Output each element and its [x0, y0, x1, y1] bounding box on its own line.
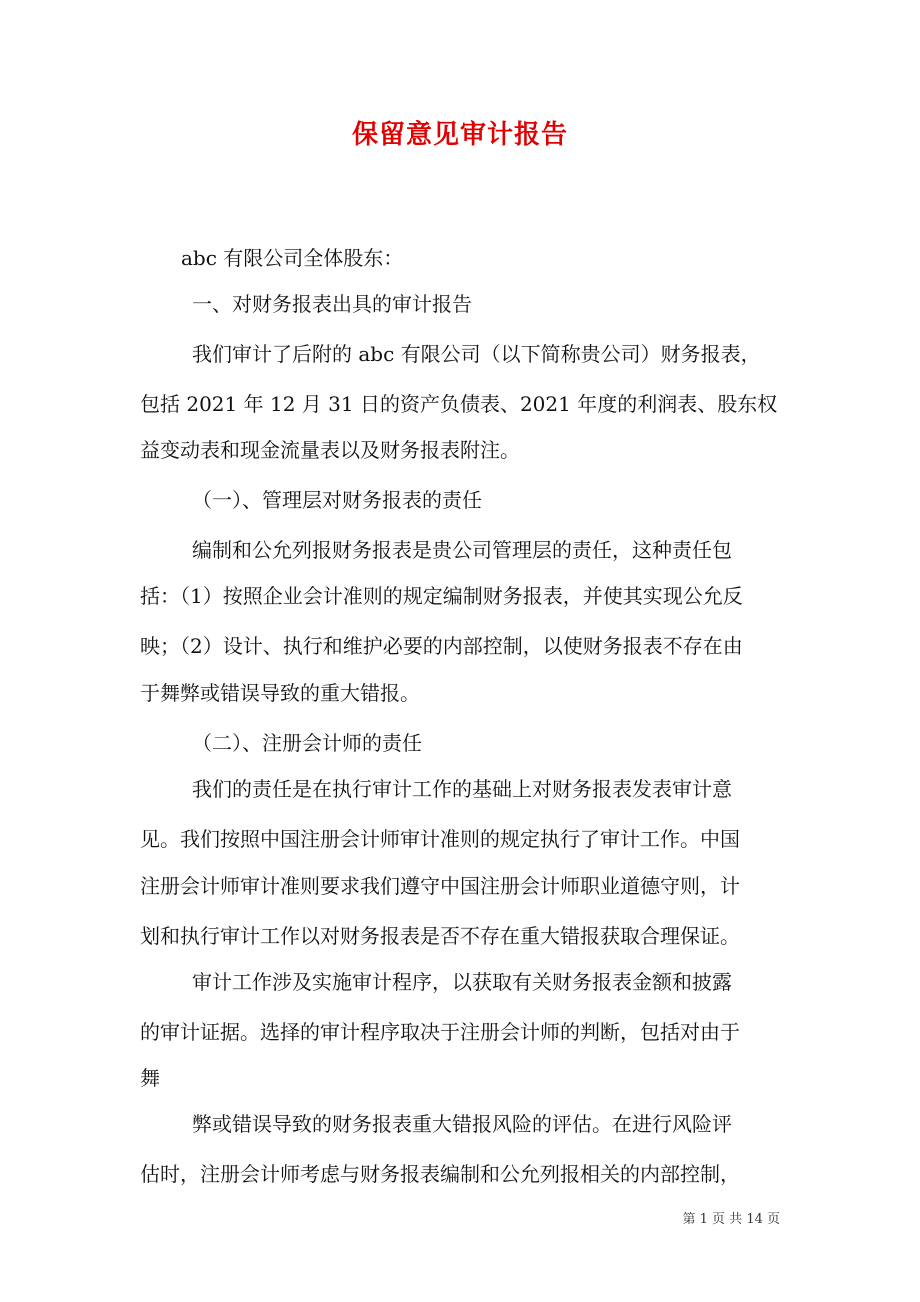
paragraph-line: 我们的责任是在执行审计工作的基础上对财务报表发表审计意 — [192, 777, 732, 801]
paragraph-line: 弊或错误导致的财务报表重大错报风险的评估。在进行风险评 — [192, 1112, 732, 1136]
paragraph-line: 估时，注册会计师考虑与财务报表编制和公允列报相关的内部控制， — [140, 1162, 740, 1186]
paragraph-line: abc 有限公司全体股东： — [181, 246, 404, 270]
paragraph-line: 于舞弊或错误导致的重大错报。 — [140, 681, 420, 705]
paragraph-line: 括：（1）按照企业会计准则的规定编制财务报表，并使其实现公允反 — [140, 584, 743, 608]
paragraph-line: 我们审计了后附的 abc 有限公司（以下简称贵公司）财务报表， — [192, 342, 761, 366]
paragraph-line: 益变动表和现金流量表以及财务报表附注。 — [140, 438, 520, 462]
paragraph-line: 审计工作涉及实施审计程序，以获取有关财务报表金额和披露 — [192, 970, 732, 994]
subsection-heading: （一）、管理层对财务报表的责任 — [192, 488, 482, 512]
section-heading: 一、对财务报表出具的审计报告 — [192, 292, 472, 316]
paragraph-line: 注册会计师审计准则要求我们遵守中国注册会计师职业道德守则，计 — [140, 874, 740, 898]
subsection-heading: （二）、注册会计师的责任 — [192, 731, 422, 755]
paragraph-line: 编制和公允列报财务报表是贵公司管理层的责任，这种责任包 — [192, 538, 732, 562]
paragraph-line: 见。我们按照中国注册会计师审计准则的规定执行了审计工作。中国 — [140, 827, 740, 851]
paragraph-line: 映；（2）设计、执行和维护必要的内部控制，以使财务报表不存在由 — [140, 634, 743, 658]
page-number: 第 1 页 共 14 页 — [682, 1212, 780, 1227]
paragraph-line: 划和执行审计工作以对财务报表是否不存在重大错报获取合理保证。 — [140, 924, 740, 948]
paragraph-line: 舞 — [140, 1066, 160, 1090]
paragraph-line: 包括 2021 年 12 月 31 日的资产负债表、2021 年度的利润表、股东权 — [140, 392, 778, 416]
page-title: 保留意见审计报告 — [351, 120, 568, 150]
paragraph-line: 的审计证据。选择的审计程序取决于注册会计师的判断，包括对由于 — [140, 1020, 740, 1044]
